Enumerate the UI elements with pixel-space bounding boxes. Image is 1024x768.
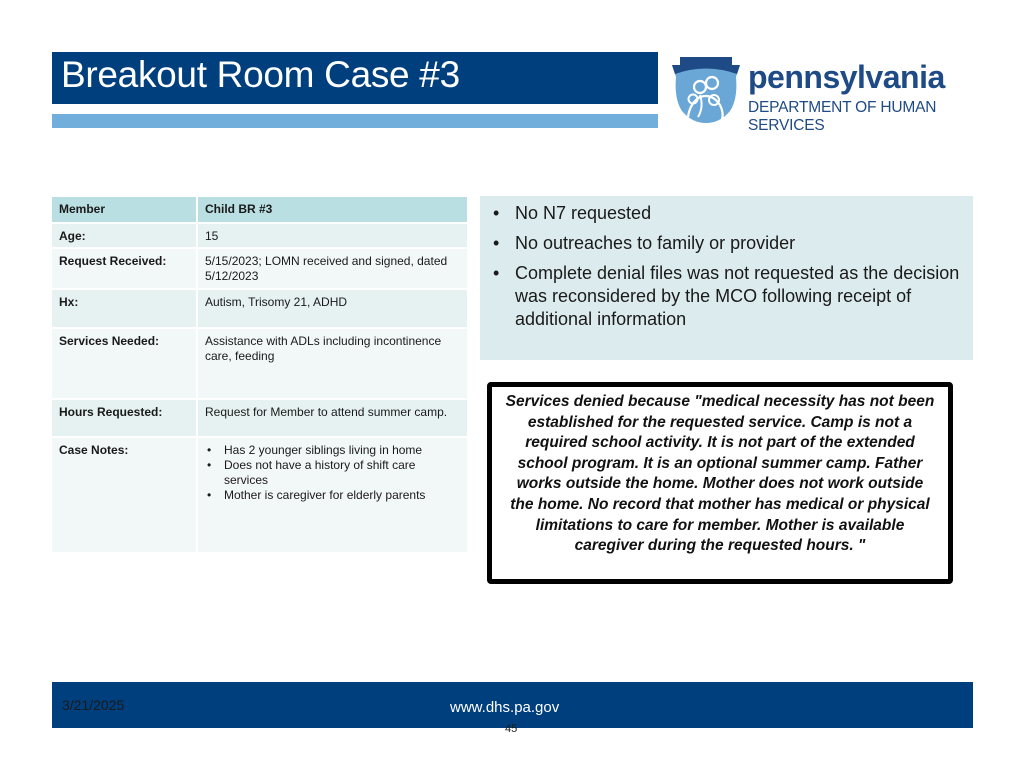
list-item: • Has 2 younger siblings living in home [205, 443, 460, 458]
list-item: • No outreaches to family or provider [490, 232, 963, 255]
slide-title-bar [52, 52, 658, 104]
case-notes-list [205, 443, 460, 503]
title-underline-bar [52, 114, 658, 128]
row-label: Case Notes: [52, 438, 198, 552]
table-row-hours-requested [52, 400, 467, 438]
table-row-age [52, 224, 467, 249]
list-item: • Does not have a history of shift care services [205, 458, 460, 488]
denial-reason-box [487, 382, 953, 584]
table-row-case-notes [52, 438, 467, 552]
denial-reason-text: Services denied because "medical necessity has not been established for the requested service. Camp is not a required school activity. It is not part of the extended school program. It is an optional summer camp. Father works outside the home. Mother does not work outside the home. No record that mother has medical or physical limitations to care for member. Mother is available caregiver during the requested hours. " [505, 393, 935, 555]
list-item: • Mother is caregiver for elderly parents [205, 488, 460, 503]
list-item: • Complete denial files was not requested as the decision was reconsidered by the MCO following receipt of additional information [490, 262, 963, 331]
table-row-services-needed [52, 329, 467, 400]
logo-department-name: DEPARTMENT OF HUMAN SERVICES [748, 99, 937, 134]
row-value: Autism, Trisomy 21, ADHD [198, 290, 467, 329]
footer-website-link[interactable]: www.dhs.pa.gov [450, 699, 560, 716]
footer-date: 3/21/2025 [62, 697, 125, 713]
review-notes-box [480, 196, 973, 360]
pa-dhs-logo [670, 55, 1010, 134]
slide-title: Breakout Room Case #3 [61, 54, 460, 95]
row-value: Request for Member to attend summer camp. [198, 400, 467, 438]
row-value: 15 [198, 224, 467, 249]
row-label: Hours Requested: [52, 400, 198, 438]
row-value [198, 438, 467, 552]
row-label: Hx: [52, 290, 198, 329]
table-row-hx [52, 290, 467, 329]
row-label: Request Received: [52, 249, 198, 290]
row-value: Assistance with ADLs including incontinence care, feeding [198, 329, 467, 400]
keystone-family-icon [670, 55, 742, 125]
review-notes-list [490, 202, 963, 331]
table-header-key: Member [52, 197, 198, 224]
case-details-table [52, 197, 467, 552]
table-row-request-received [52, 249, 467, 290]
row-label: Age: [52, 224, 198, 249]
row-value: 5/15/2023; LOMN received and signed, dated 5/12/2023 [198, 249, 467, 290]
list-item: • No N7 requested [490, 202, 963, 225]
table-header-row [52, 197, 467, 224]
page-number: 45 [505, 723, 518, 735]
slide-footer [52, 682, 973, 728]
row-label: Services Needed: [52, 329, 198, 400]
table-header-value: Child BR #3 [198, 197, 467, 224]
logo-state-name: pennsylvania [748, 59, 945, 95]
